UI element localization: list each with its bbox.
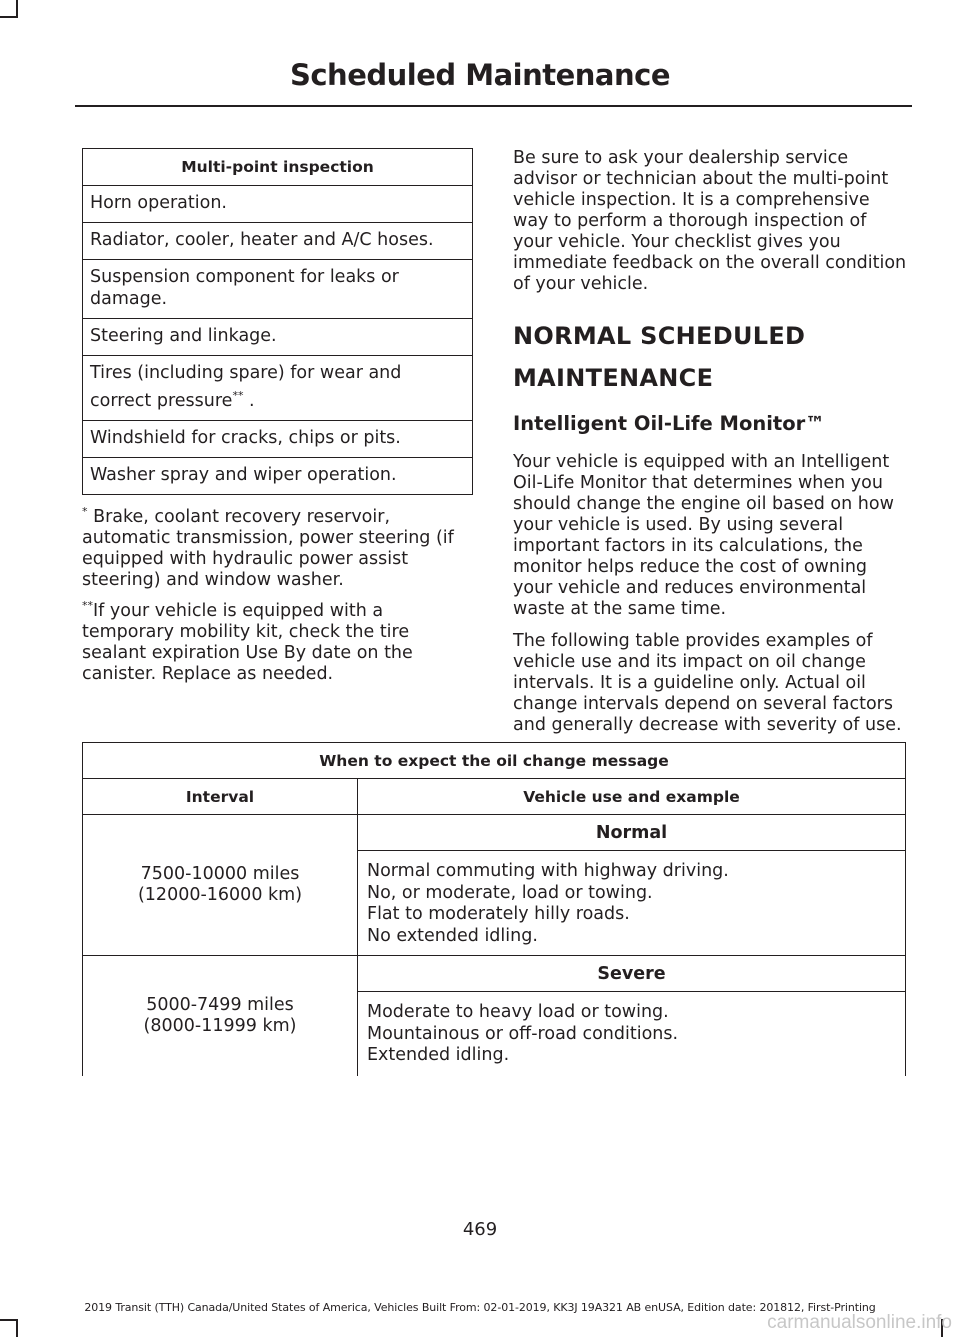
footnote-marker: **	[232, 389, 244, 403]
oil-change-table	[82, 742, 906, 1076]
usage-line: Extended idling.	[367, 1045, 510, 1065]
inspection-item: Windshield for cracks, chips or pits.	[83, 421, 473, 458]
footnote-text: If your vehicle is equipped with a temporary mobility kit, check the tire sealant expiration Use By date on the canister. Replace as needed.	[82, 601, 413, 684]
usage-line: Moderate to heavy load or towing.	[367, 1002, 669, 1022]
inspection-item-text: Tires (including spare) for wear and correct pressure	[90, 363, 402, 411]
header-divider	[75, 105, 912, 107]
intro-paragraph: Be sure to ask your dealership service advisor or technician about the multi-point vehicle inspection. It is a comprehensive way to perform a thorough inspection of your vehicle. Your checklist gives you immediate feedback on the overall condition of your vehicle.	[513, 148, 907, 294]
interval-cell	[83, 956, 358, 1076]
interval-miles: 7500-10000 miles	[140, 864, 300, 884]
subsection-heading: Intelligent Oil-Life Monitor™	[513, 412, 825, 435]
crop-mark	[0, 16, 18, 18]
usage-line: Flat to moderately hilly roads.	[367, 904, 630, 924]
inspection-item: Radiator, cooler, heater and A/C hoses.	[83, 223, 473, 260]
watermark: carmanualsonline.info	[767, 1312, 952, 1333]
footnote-text: Brake, coolant recovery reservoir, automatic transmission, power steering (if equipped with hydraulic power assist steering) and window washer.	[82, 507, 454, 590]
oil-table-caption: When to expect the oil change message	[83, 743, 906, 779]
footnote-2	[82, 601, 473, 685]
interval-cell	[83, 815, 358, 956]
interval-miles: 5000-7499 miles	[146, 994, 294, 1015]
inspection-item-end: .	[243, 391, 255, 411]
section-heading-line-2: MAINTENANCE	[513, 364, 714, 392]
interval-km: (8000-11999 km)	[143, 1015, 297, 1036]
right-column	[513, 148, 909, 736]
crop-mark	[16, 1319, 18, 1337]
inspection-item: Suspension component for leaks or damage.	[83, 260, 473, 319]
usage-line: No, or moderate, load or towing.	[367, 882, 653, 903]
usage-category: Normal	[358, 815, 906, 851]
page-title: Scheduled Maintenance	[289, 58, 671, 92]
inspection-heading: Multi-point inspection	[83, 149, 473, 186]
oil-monitor-paragraph: Your vehicle is equipped with an Intelligent Oil-Life Monitor that determines when you should change the engine oil based on how your vehicle is used. By using several important factors in its calculations, the monitor helps reduce the cost of owning your vehicle and reduces environmental waste at the same time.	[513, 452, 894, 619]
crop-mark	[0, 1319, 18, 1321]
section-heading-line-1: NORMAL SCHEDULED	[513, 322, 806, 350]
usage-line: Mountainous or off-road conditions.	[367, 1023, 679, 1044]
usage-description	[358, 992, 906, 1076]
usage-line: Normal commuting with highway driving.	[367, 861, 729, 881]
column-header-interval: Interval	[83, 779, 358, 815]
oil-table-intro-paragraph: The following table provides examples of vehicle use and its impact on oil change intervals. It is a guideline only. Actual oil change intervals depend on several factors and generally decrease with severity of use.	[513, 631, 902, 735]
left-column	[82, 148, 473, 685]
inspection-item-tires	[83, 356, 473, 421]
interval-km: (12000-16000 km)	[137, 885, 303, 905]
column-header-vehicle-use: Vehicle use and example	[358, 779, 906, 815]
footnote-marker: **	[82, 599, 93, 613]
page-number: 469	[462, 1219, 498, 1240]
inspection-item: Horn operation.	[83, 186, 473, 223]
inspection-table	[82, 148, 473, 495]
usage-description	[358, 851, 906, 956]
inspection-item: Washer spray and wiper operation.	[83, 458, 473, 495]
usage-category: Severe	[358, 956, 906, 992]
footer-text: 2019 Transit (TTH) Canada/United States of America, Vehicles Built From: 02-01-2019, KK3J 19A321 AB enUSA, Edition date: 201812, First-Printing	[84, 1301, 876, 1314]
footnote-1	[82, 507, 473, 591]
inspection-item: Steering and linkage.	[83, 319, 473, 356]
usage-line: No extended idling.	[367, 925, 538, 946]
footnote-marker: *	[82, 505, 88, 519]
